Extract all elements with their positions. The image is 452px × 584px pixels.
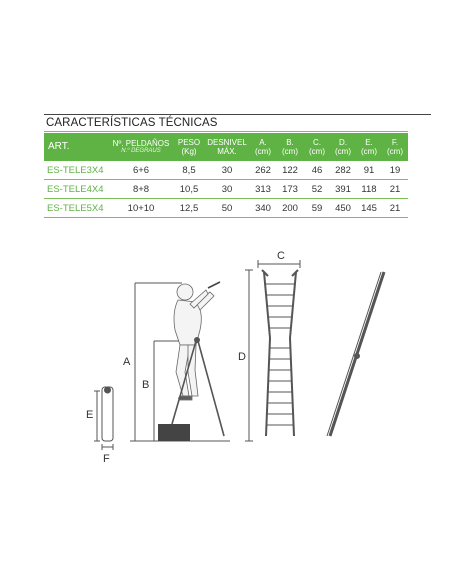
- specs-table: [44, 133, 408, 218]
- table-row: [44, 161, 408, 180]
- cell-c: 59: [304, 199, 330, 218]
- cell-peldanos: 10+10: [108, 199, 174, 218]
- cell-a: 262: [250, 161, 276, 180]
- cell-desnivel: 30: [204, 161, 250, 180]
- label-a: A: [123, 356, 131, 368]
- label-d: D: [238, 351, 246, 363]
- title-top-rule: [44, 114, 431, 115]
- cell-b: 173: [276, 180, 304, 199]
- cell-e: 91: [356, 161, 382, 180]
- section-title: CARACTERÍSTICAS TÉCNICAS: [46, 117, 218, 129]
- extended-ladder-side: [327, 272, 384, 436]
- header-art: ART.: [44, 133, 108, 161]
- title-bottom-rule: [44, 131, 408, 132]
- cell-b: 200: [276, 199, 304, 218]
- header-peso: PESO (Kg): [174, 133, 204, 161]
- cell-f: 21: [382, 199, 408, 218]
- header-d: D. (cm): [330, 133, 356, 161]
- table-row: [44, 199, 408, 218]
- header-b: B. (cm): [276, 133, 304, 161]
- cell-art: ES-TELE5X4: [44, 199, 108, 218]
- label-b: B: [142, 379, 150, 391]
- ladder-dimension-diagram: [0, 250, 452, 470]
- cell-art: ES-TELE3X4: [44, 161, 108, 180]
- cell-peldanos: 8+8: [108, 180, 174, 199]
- label-f: F: [103, 453, 110, 465]
- cell-f: 19: [382, 161, 408, 180]
- header-desnivel: DESNIVEL MÁX.: [204, 133, 250, 161]
- cell-desnivel: 50: [204, 199, 250, 218]
- header-f: F. (cm): [382, 133, 408, 161]
- table-header-row: [44, 133, 408, 161]
- cell-peso: 10,5: [174, 180, 204, 199]
- cell-d: 450: [330, 199, 356, 218]
- cell-a: 340: [250, 199, 276, 218]
- cell-desnivel: 30: [204, 180, 250, 199]
- header-e: E. (cm): [356, 133, 382, 161]
- label-e: E: [86, 409, 94, 421]
- header-a: A. (cm): [250, 133, 276, 161]
- cell-e: 145: [356, 199, 382, 218]
- label-c: C: [277, 250, 285, 262]
- step-block: [158, 424, 190, 441]
- cell-c: 46: [304, 161, 330, 180]
- cell-b: 122: [276, 161, 304, 180]
- header-peldanos: Nº. PELDAÑOS N.º DEGRAUS: [108, 133, 174, 161]
- cell-art: ES-TELE4X4: [44, 180, 108, 199]
- cell-peldanos: 6+6: [108, 161, 174, 180]
- cell-c: 52: [304, 180, 330, 199]
- extended-ladder-front: [245, 260, 300, 441]
- header-c: C. (cm): [304, 133, 330, 161]
- folded-ladder: [94, 387, 113, 450]
- cell-d: 391: [330, 180, 356, 199]
- cell-e: 118: [356, 180, 382, 199]
- cell-f: 21: [382, 180, 408, 199]
- cell-a: 313: [250, 180, 276, 199]
- table-row: [44, 180, 408, 199]
- cell-d: 282: [330, 161, 356, 180]
- cell-peso: 12,5: [174, 199, 204, 218]
- cell-peso: 8,5: [174, 161, 204, 180]
